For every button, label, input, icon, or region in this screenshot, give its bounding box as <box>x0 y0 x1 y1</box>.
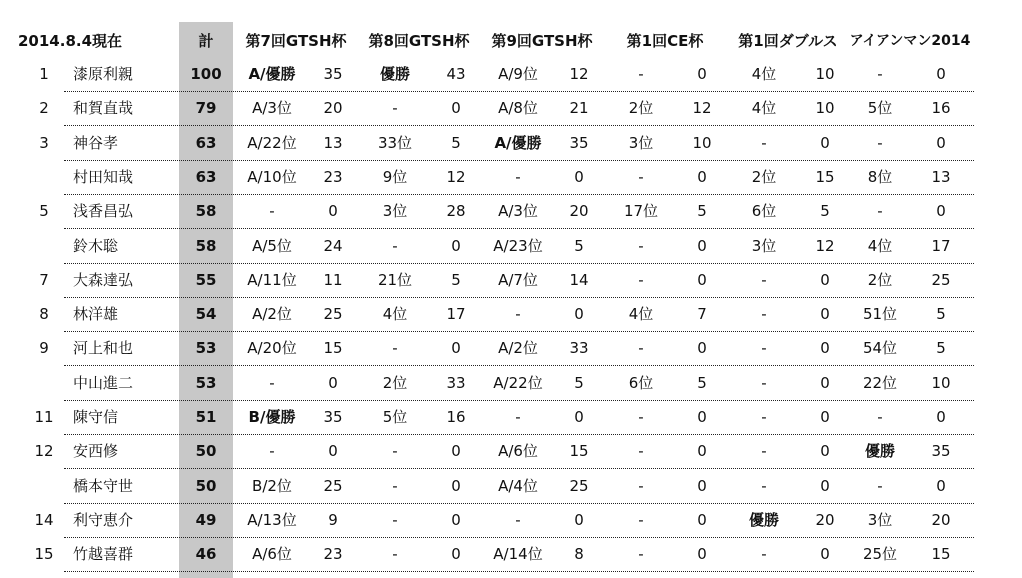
points-cell: 0 <box>451 477 461 495</box>
points-cell: 0 <box>936 477 946 495</box>
points-cell: 0 <box>451 339 461 357</box>
points-cell: 0 <box>451 442 461 460</box>
points-cell: 0 <box>820 477 830 495</box>
rank-cell: 8 <box>39 305 49 323</box>
points-cell: 0 <box>936 202 946 220</box>
result-cell: A/2位 <box>252 305 292 323</box>
result-cell: B/2位 <box>252 477 292 495</box>
rank-cell: 14 <box>34 511 54 529</box>
player-name: 利守恵介 <box>73 511 134 529</box>
row-divider <box>64 365 974 366</box>
result-cell: A/22位 <box>247 134 297 152</box>
row-divider <box>64 571 974 572</box>
player-name: 竹越喜群 <box>73 545 134 563</box>
total-points: 49 <box>195 511 217 529</box>
result-cell: 3位 <box>751 237 777 255</box>
result-cell: 6位 <box>751 202 777 220</box>
rank-cell: 11 <box>34 408 54 426</box>
result-cell: A/優勝 <box>494 134 542 152</box>
total-points: 50 <box>195 442 217 460</box>
player-name: 橋本守世 <box>73 477 134 495</box>
result-cell: 4位 <box>751 99 777 117</box>
points-cell: 0 <box>697 511 707 529</box>
result-cell: 51位 <box>862 305 898 323</box>
points-cell: 12 <box>815 237 835 255</box>
points-cell: 7 <box>697 305 707 323</box>
result-cell: A/14位 <box>493 545 543 563</box>
points-cell: 10 <box>815 65 835 83</box>
result-cell: - <box>638 545 644 563</box>
result-cell: - <box>392 511 398 529</box>
points-cell: 0 <box>697 408 707 426</box>
points-cell: 5 <box>697 202 707 220</box>
row-divider <box>64 125 974 126</box>
points-cell: 0 <box>697 442 707 460</box>
points-cell: 28 <box>446 202 466 220</box>
result-cell: - <box>638 442 644 460</box>
result-cell: 2位 <box>867 271 893 289</box>
result-cell: - <box>392 237 398 255</box>
points-cell: 0 <box>451 237 461 255</box>
result-cell: 優勝 <box>864 442 895 460</box>
result-cell: 5位 <box>867 99 893 117</box>
event-header: 第7回GTSH杯 <box>245 32 347 50</box>
result-cell: - <box>392 99 398 117</box>
points-cell: 0 <box>574 511 584 529</box>
points-cell: 0 <box>820 339 830 357</box>
rank-cell: 5 <box>39 202 49 220</box>
player-name: 漆原利親 <box>73 65 134 83</box>
result-cell: A/3位 <box>252 99 292 117</box>
result-cell: - <box>638 65 644 83</box>
points-cell: 9 <box>328 511 338 529</box>
player-name: 陳守信 <box>73 408 119 426</box>
result-cell: 3位 <box>628 134 654 152</box>
result-cell: A/3位 <box>498 202 538 220</box>
points-cell: 0 <box>820 271 830 289</box>
points-cell: 0 <box>820 374 830 392</box>
result-cell: A/5位 <box>252 237 292 255</box>
total-points: 46 <box>195 545 217 563</box>
result-cell: - <box>392 339 398 357</box>
row-divider <box>64 194 974 195</box>
total-points: 63 <box>195 134 217 152</box>
result-cell: A/10位 <box>247 168 297 186</box>
result-cell: 優勝 <box>748 511 779 529</box>
result-cell: - <box>515 408 521 426</box>
points-cell: 23 <box>323 545 343 563</box>
row-divider <box>64 263 974 264</box>
result-cell: A/4位 <box>498 477 538 495</box>
points-cell: 15 <box>931 545 951 563</box>
points-cell: 16 <box>446 408 466 426</box>
points-cell: 13 <box>931 168 951 186</box>
player-name: 鈴木聡 <box>73 237 119 255</box>
points-cell: 0 <box>697 168 707 186</box>
result-cell: - <box>269 202 275 220</box>
total-header: 計 <box>198 32 214 50</box>
result-cell: A/9位 <box>498 65 538 83</box>
points-cell: 5 <box>697 374 707 392</box>
points-cell: 11 <box>323 271 343 289</box>
points-cell: 13 <box>323 134 343 152</box>
result-cell: - <box>638 339 644 357</box>
player-name: 中山進二 <box>73 374 134 392</box>
points-cell: 25 <box>323 477 343 495</box>
result-cell: A/6位 <box>498 442 538 460</box>
player-name: 林洋雄 <box>73 305 119 323</box>
total-points: 58 <box>195 202 217 220</box>
points-cell: 25 <box>323 305 343 323</box>
player-name: 河上和也 <box>73 339 134 357</box>
total-points: 54 <box>195 305 217 323</box>
row-divider <box>64 297 974 298</box>
result-cell: 2位 <box>751 168 777 186</box>
points-cell: 14 <box>569 271 589 289</box>
row-divider <box>64 400 974 401</box>
result-cell: A/7位 <box>498 271 538 289</box>
points-cell: 0 <box>936 65 946 83</box>
event-header: 第1回CE杯 <box>626 32 704 50</box>
points-cell: 0 <box>820 442 830 460</box>
result-cell: 4位 <box>751 65 777 83</box>
total-points: 53 <box>195 339 217 357</box>
points-cell: 0 <box>574 408 584 426</box>
result-cell: 3位 <box>382 202 408 220</box>
rank-cell: 3 <box>39 134 49 152</box>
result-cell: 4位 <box>867 237 893 255</box>
result-cell: A/23位 <box>493 237 543 255</box>
points-cell: 15 <box>815 168 835 186</box>
result-cell: B/優勝 <box>248 408 296 426</box>
result-cell: - <box>638 237 644 255</box>
points-cell: 0 <box>697 339 707 357</box>
points-cell: 33 <box>569 339 589 357</box>
row-divider <box>64 331 974 332</box>
points-cell: 5 <box>936 339 946 357</box>
points-cell: 0 <box>328 374 338 392</box>
points-cell: 20 <box>569 202 589 220</box>
result-cell: A/11位 <box>247 271 297 289</box>
result-cell: - <box>638 477 644 495</box>
row-divider <box>64 434 974 435</box>
result-cell: 4位 <box>382 305 408 323</box>
points-cell: 5 <box>820 202 830 220</box>
points-cell: 35 <box>323 408 343 426</box>
rank-cell: 15 <box>34 545 54 563</box>
result-cell: 4位 <box>628 305 654 323</box>
points-cell: 5 <box>574 374 584 392</box>
date-label: 2014.8.4現在 <box>18 32 123 50</box>
result-cell: - <box>877 408 883 426</box>
points-cell: 0 <box>451 99 461 117</box>
points-cell: 0 <box>328 202 338 220</box>
result-cell: - <box>761 374 767 392</box>
event-header: 第9回GTSH杯 <box>491 32 593 50</box>
rank-cell: 12 <box>34 442 54 460</box>
result-cell: 3位 <box>867 511 893 529</box>
points-cell: 0 <box>697 545 707 563</box>
result-cell: A/2位 <box>498 339 538 357</box>
result-cell: - <box>761 408 767 426</box>
result-cell: - <box>761 442 767 460</box>
result-cell: A/22位 <box>493 374 543 392</box>
result-cell: A/6位 <box>252 545 292 563</box>
points-cell: 24 <box>323 237 343 255</box>
rank-cell <box>24 236 64 256</box>
points-cell: 33 <box>446 374 466 392</box>
points-cell: 35 <box>931 442 951 460</box>
result-cell: - <box>877 65 883 83</box>
result-cell: 21位 <box>377 271 413 289</box>
result-cell: 9位 <box>382 168 408 186</box>
result-cell: - <box>761 271 767 289</box>
result-cell: - <box>877 477 883 495</box>
points-cell: 0 <box>697 271 707 289</box>
points-cell: 0 <box>936 408 946 426</box>
result-cell: - <box>638 168 644 186</box>
points-cell: 20 <box>931 511 951 529</box>
result-cell: 2位 <box>382 374 408 392</box>
points-cell: 0 <box>820 305 830 323</box>
points-cell: 0 <box>820 134 830 152</box>
points-cell: 5 <box>936 305 946 323</box>
total-points: 53 <box>195 374 217 392</box>
row-divider <box>64 468 974 469</box>
result-cell: - <box>515 511 521 529</box>
player-name: 安西修 <box>73 442 119 460</box>
points-cell: 0 <box>697 477 707 495</box>
player-name: 村田知哉 <box>73 168 134 186</box>
total-points: 58 <box>195 237 217 255</box>
result-cell: - <box>392 442 398 460</box>
points-cell: 20 <box>815 511 835 529</box>
points-cell: 5 <box>574 237 584 255</box>
result-cell: - <box>515 305 521 323</box>
player-name: 大森達弘 <box>73 271 134 289</box>
rank-cell: 7 <box>39 271 49 289</box>
points-cell: 0 <box>820 408 830 426</box>
result-cell: - <box>877 134 883 152</box>
rank-cell: 2 <box>39 99 49 117</box>
total-points: 55 <box>195 271 217 289</box>
row-divider <box>64 537 974 538</box>
points-cell: 25 <box>931 271 951 289</box>
points-cell: 0 <box>697 65 707 83</box>
rank-cell: 1 <box>39 65 49 83</box>
total-points: 50 <box>195 477 217 495</box>
points-cell: 17 <box>931 237 951 255</box>
result-cell: - <box>638 408 644 426</box>
result-cell: - <box>877 202 883 220</box>
result-cell: - <box>392 545 398 563</box>
result-cell: 54位 <box>862 339 898 357</box>
points-cell: 17 <box>446 305 466 323</box>
points-cell: 35 <box>569 134 589 152</box>
rank-cell <box>24 476 64 496</box>
points-cell: 23 <box>323 168 343 186</box>
player-name: 浅香昌弘 <box>73 202 134 220</box>
rank-cell <box>24 167 64 187</box>
points-cell: 0 <box>697 237 707 255</box>
result-cell: - <box>638 271 644 289</box>
result-cell: 優勝 <box>379 65 410 83</box>
row-divider <box>64 228 974 229</box>
player-name: 神谷孝 <box>73 134 119 152</box>
result-cell: - <box>638 511 644 529</box>
points-cell: 20 <box>323 99 343 117</box>
points-cell: 10 <box>815 99 835 117</box>
result-cell: - <box>392 477 398 495</box>
points-cell: 0 <box>574 168 584 186</box>
result-cell: A/20位 <box>247 339 297 357</box>
points-cell: 21 <box>569 99 589 117</box>
event-header: 第8回GTSH杯 <box>368 32 470 50</box>
points-cell: 0 <box>451 545 461 563</box>
result-cell: - <box>515 168 521 186</box>
points-cell: 15 <box>323 339 343 357</box>
points-cell: 0 <box>328 442 338 460</box>
points-cell: 16 <box>931 99 951 117</box>
result-cell: - <box>761 134 767 152</box>
points-cell: 10 <box>931 374 951 392</box>
points-cell: 12 <box>569 65 589 83</box>
result-cell: 33位 <box>377 134 413 152</box>
result-cell: 17位 <box>623 202 659 220</box>
result-cell: 5位 <box>382 408 408 426</box>
result-cell: 8位 <box>867 168 893 186</box>
points-cell: 15 <box>569 442 589 460</box>
points-cell: 8 <box>574 545 584 563</box>
points-cell: 0 <box>574 305 584 323</box>
row-divider <box>64 503 974 504</box>
total-points: 79 <box>195 99 217 117</box>
player-name: 和賀直哉 <box>73 99 134 117</box>
points-cell: 12 <box>446 168 466 186</box>
points-cell: 5 <box>451 271 461 289</box>
result-cell: - <box>761 545 767 563</box>
result-cell: 2位 <box>628 99 654 117</box>
total-points: 51 <box>195 408 217 426</box>
result-cell: 25位 <box>862 545 898 563</box>
result-cell: 6位 <box>628 374 654 392</box>
row-divider <box>64 91 974 92</box>
points-cell: 0 <box>451 511 461 529</box>
result-cell: - <box>269 442 275 460</box>
result-cell: A/13位 <box>247 511 297 529</box>
result-cell: A/優勝 <box>248 65 296 83</box>
event-header: アイアンマン2014 <box>849 33 971 49</box>
points-cell: 25 <box>569 477 589 495</box>
result-cell: - <box>761 477 767 495</box>
result-cell: - <box>761 305 767 323</box>
result-cell: - <box>761 339 767 357</box>
result-cell: A/8位 <box>498 99 538 117</box>
rank-cell: 9 <box>39 339 49 357</box>
total-points: 100 <box>190 65 222 83</box>
points-cell: 12 <box>692 99 712 117</box>
rank-cell <box>24 373 64 393</box>
points-cell: 0 <box>936 134 946 152</box>
points-cell: 43 <box>446 65 466 83</box>
points-cell: 10 <box>692 134 712 152</box>
event-header: 第1回ダブルス <box>738 32 838 50</box>
total-points: 63 <box>195 168 217 186</box>
points-cell: 35 <box>323 65 343 83</box>
result-cell: - <box>269 374 275 392</box>
points-cell: 5 <box>451 134 461 152</box>
result-cell: 22位 <box>862 374 898 392</box>
row-divider <box>64 160 974 161</box>
points-cell: 0 <box>820 545 830 563</box>
